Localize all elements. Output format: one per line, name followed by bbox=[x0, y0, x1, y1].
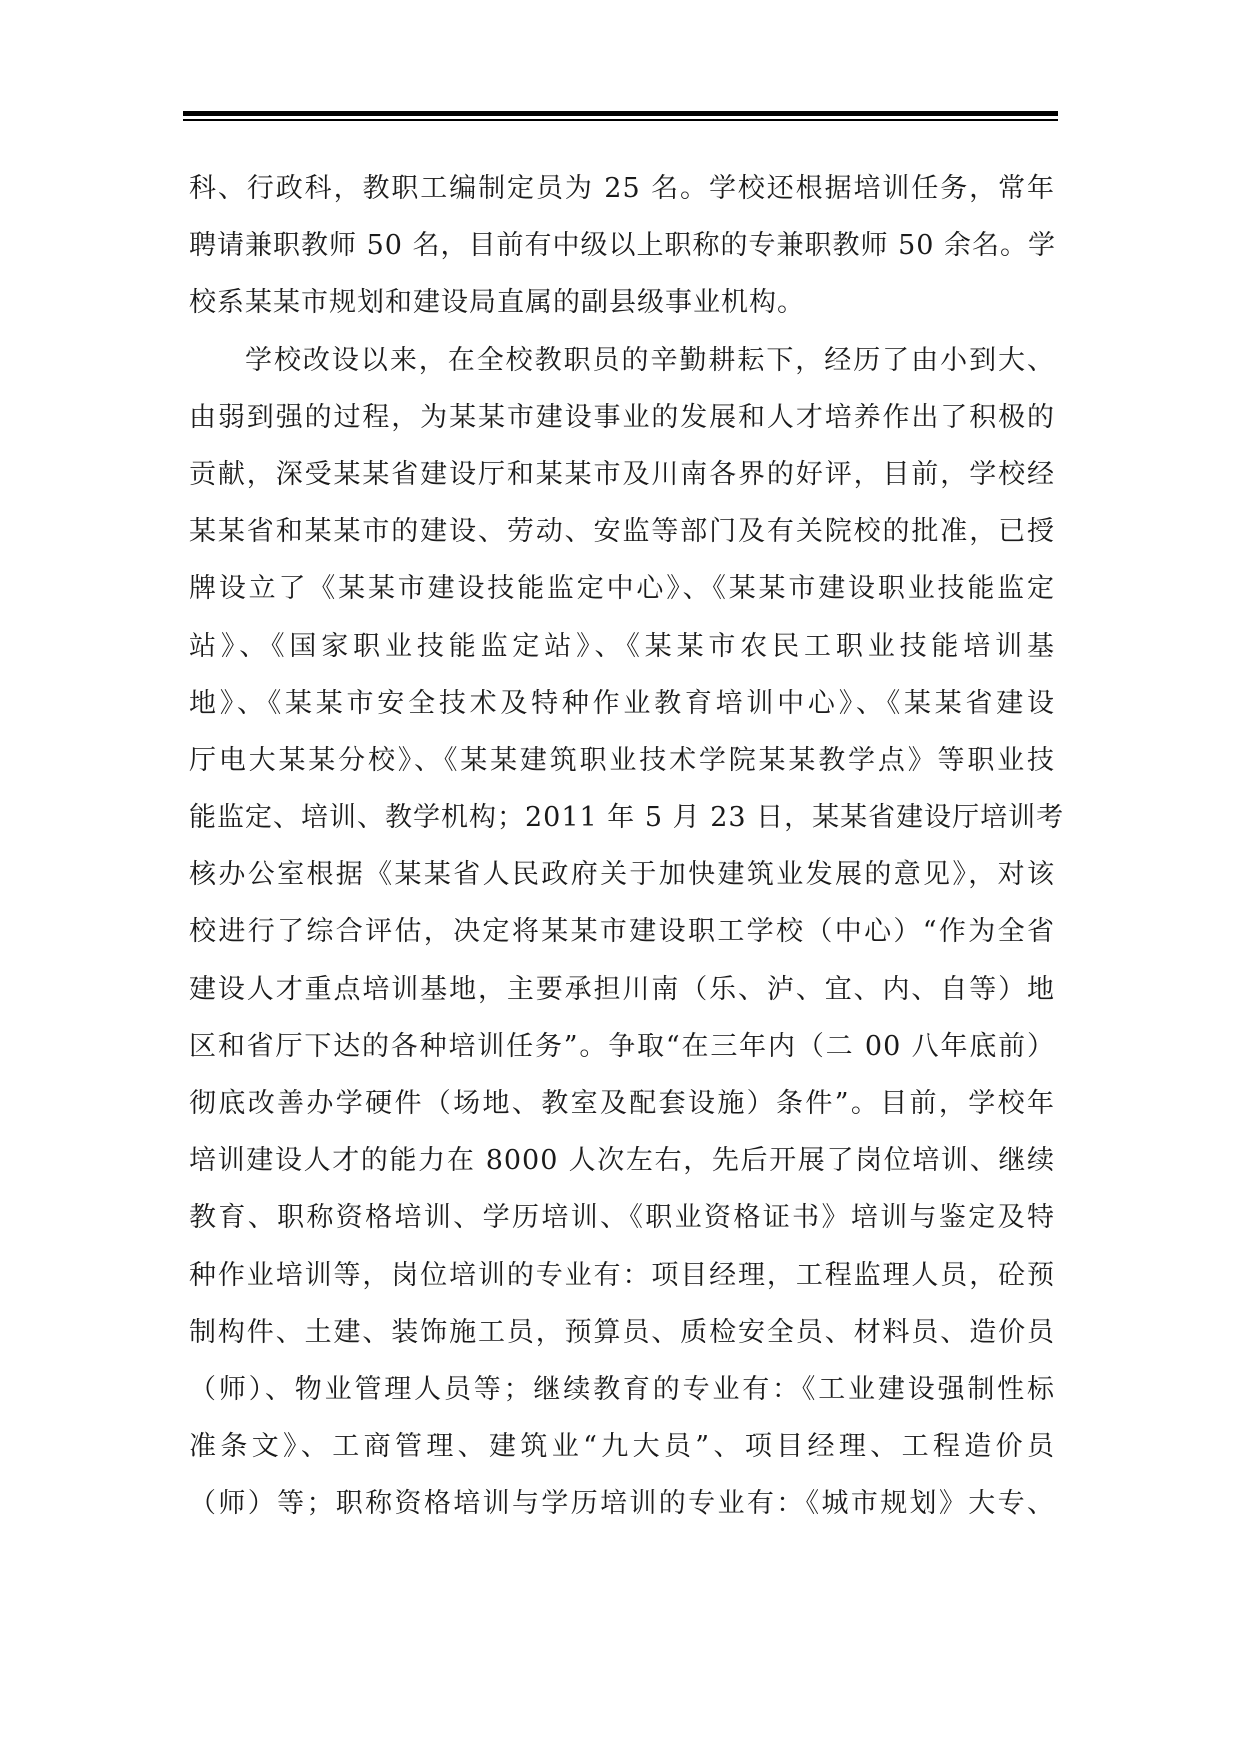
text-line: 区和省厅下达的各种培训任务”。争取“在三年内（二 00 八年底前） bbox=[189, 1030, 1055, 1062]
text-line: 建设人才重点培训基地，主要承担川南（乐、泸、宜、内、自等）地 bbox=[189, 973, 1055, 1005]
text-line: 站》、《国家职业技能监定站》、《某某市农民工职业技能培训基 bbox=[189, 630, 1055, 662]
text-line: 地》、《某某市安全技术及特种作业教育培训中心》、《某某省建设 bbox=[189, 687, 1055, 719]
text-line: 聘请兼职教师 50 名，目前有中级以上职称的专兼职教师 50 余名。学 bbox=[189, 230, 1057, 262]
text-line: 制构件、土建、装饰施工员，预算员、质检安全员、材料员、造价员 bbox=[189, 1316, 1055, 1348]
paragraph bbox=[189, 332, 1065, 1533]
text-line: 能监定、培训、教学机构；2011 年 5 月 23 日，某某省建设厅培训考 bbox=[189, 802, 1065, 834]
text-line: 校进行了综合评估，决定将某某市建设职工学校（中心）“作为全省 bbox=[189, 916, 1055, 948]
body-text bbox=[189, 160, 1065, 1533]
text-line: 某某省和某某市的建设、劳动、安监等部门及有关院校的批准，已授 bbox=[189, 516, 1055, 548]
text-line: 厅电大某某分校》、《某某建筑职业技术学院某某教学点》等职业技 bbox=[189, 744, 1055, 776]
text-line: 校系某某市规划和建设局直属的副县级事业机构。 bbox=[189, 287, 805, 319]
text-line: 由弱到强的过程，为某某市建设事业的发展和人才培养作出了积极的 bbox=[189, 401, 1055, 433]
text-line: 准条文》、工商管理、建筑业“九大员”、项目经理、工程造价员 bbox=[189, 1431, 1055, 1463]
text-line: （师）等；职称资格培训与学历培训的专业有：《城市规划》大专、 bbox=[189, 1488, 1055, 1520]
text-line: 种作业培训等，岗位培训的专业有：项目经理，工程监理人员，砼预 bbox=[189, 1259, 1055, 1291]
header-rule-thick bbox=[183, 111, 1058, 116]
text-line: 彻底改善办学硬件（场地、教室及配套设施）条件”。目前，学校年 bbox=[189, 1088, 1055, 1119]
header-rule-thin bbox=[183, 119, 1058, 121]
text-line: 科、行政科，教职工编制定员为 25 名。学校还根据培训任务，常年 bbox=[189, 173, 1055, 204]
paragraph bbox=[189, 160, 1055, 332]
text-line: 贡献，深受某某省建设厅和某某市及川南各界的好评，目前，学校经 bbox=[189, 458, 1055, 490]
text-line: 培训建设人才的能力在 8000 人次左右，先后开展了岗位培训、继续 bbox=[189, 1145, 1055, 1177]
text-line: 教育、职称资格培训、学历培训、《职业资格证书》培训与鉴定及特 bbox=[189, 1202, 1055, 1234]
text-line: （师）、物业管理人员等；继续教育的专业有：《工业建设强制性标 bbox=[189, 1373, 1055, 1405]
text-line: 学校改设以来，在全校教职员的辛勤耕耘下，经历了由小到大、 bbox=[245, 344, 1055, 376]
text-line: 核办公室根据《某某省人民政府关于加快建筑业发展的意见》，对该 bbox=[189, 859, 1055, 891]
text-line: 牌设立了《某某市建设技能监定中心》、《某某市建设职业技能监定 bbox=[189, 573, 1055, 605]
